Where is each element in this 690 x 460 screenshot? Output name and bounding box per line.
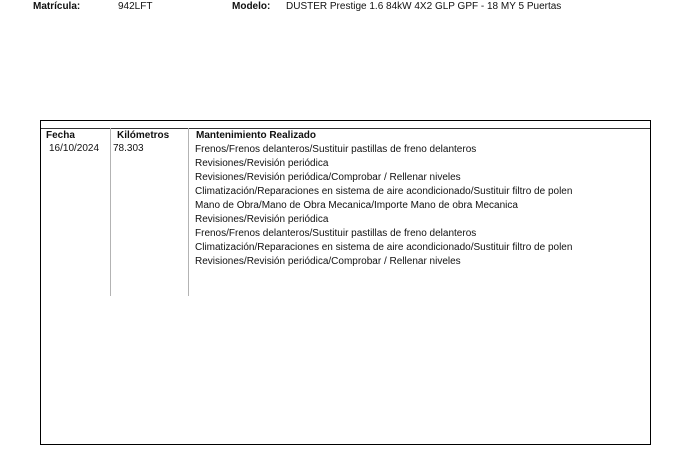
column-divider: [188, 128, 189, 296]
maintenance-item: Revisiones/Revisión periódica: [195, 214, 329, 225]
maintenance-item: Revisiones/Revisión periódica: [195, 158, 329, 169]
matricula-value: 942LFT: [118, 1, 153, 12]
matricula-label: Matrícula:: [33, 1, 81, 12]
maintenance-table: [40, 120, 651, 445]
column-header-mantenimiento: Mantenimiento Realizado: [196, 130, 317, 141]
modelo-value: DUSTER Prestige 1.6 84kW 4X2 GLP GPF - 18 MY 5 Puertas: [286, 1, 562, 12]
column-header-fecha: Fecha: [46, 130, 75, 141]
maintenance-item: Climatización/Reparaciones en sistema de aire acondicionado/Sustituir filtro de polen: [195, 186, 573, 197]
maintenance-item: Climatización/Reparaciones en sistema de aire acondicionado/Sustituir filtro de polen: [195, 242, 573, 253]
row-kilometros: 78.303: [113, 143, 144, 154]
maintenance-item: Frenos/Frenos delanteros/Sustituir pastillas de freno delanteros: [195, 144, 477, 155]
row-fecha: 16/10/2024: [49, 143, 100, 154]
column-header-kilometros: Kilómetros: [117, 130, 170, 141]
maintenance-item: Revisiones/Revisión periódica/Comprobar / Rellenar niveles: [195, 256, 461, 267]
column-divider: [110, 128, 111, 296]
maintenance-list: [195, 143, 575, 269]
modelo-label: Modelo:: [232, 1, 271, 12]
maintenance-item: Revisiones/Revisión periódica/Comprobar / Rellenar niveles: [195, 172, 461, 183]
table-header-rule: [41, 128, 650, 129]
maintenance-item: Frenos/Frenos delanteros/Sustituir pastillas de freno delanteros: [195, 228, 477, 239]
maintenance-item: Mano de Obra/Mano de Obra Mecanica/Importe Mano de obra Mecanica: [195, 200, 518, 211]
